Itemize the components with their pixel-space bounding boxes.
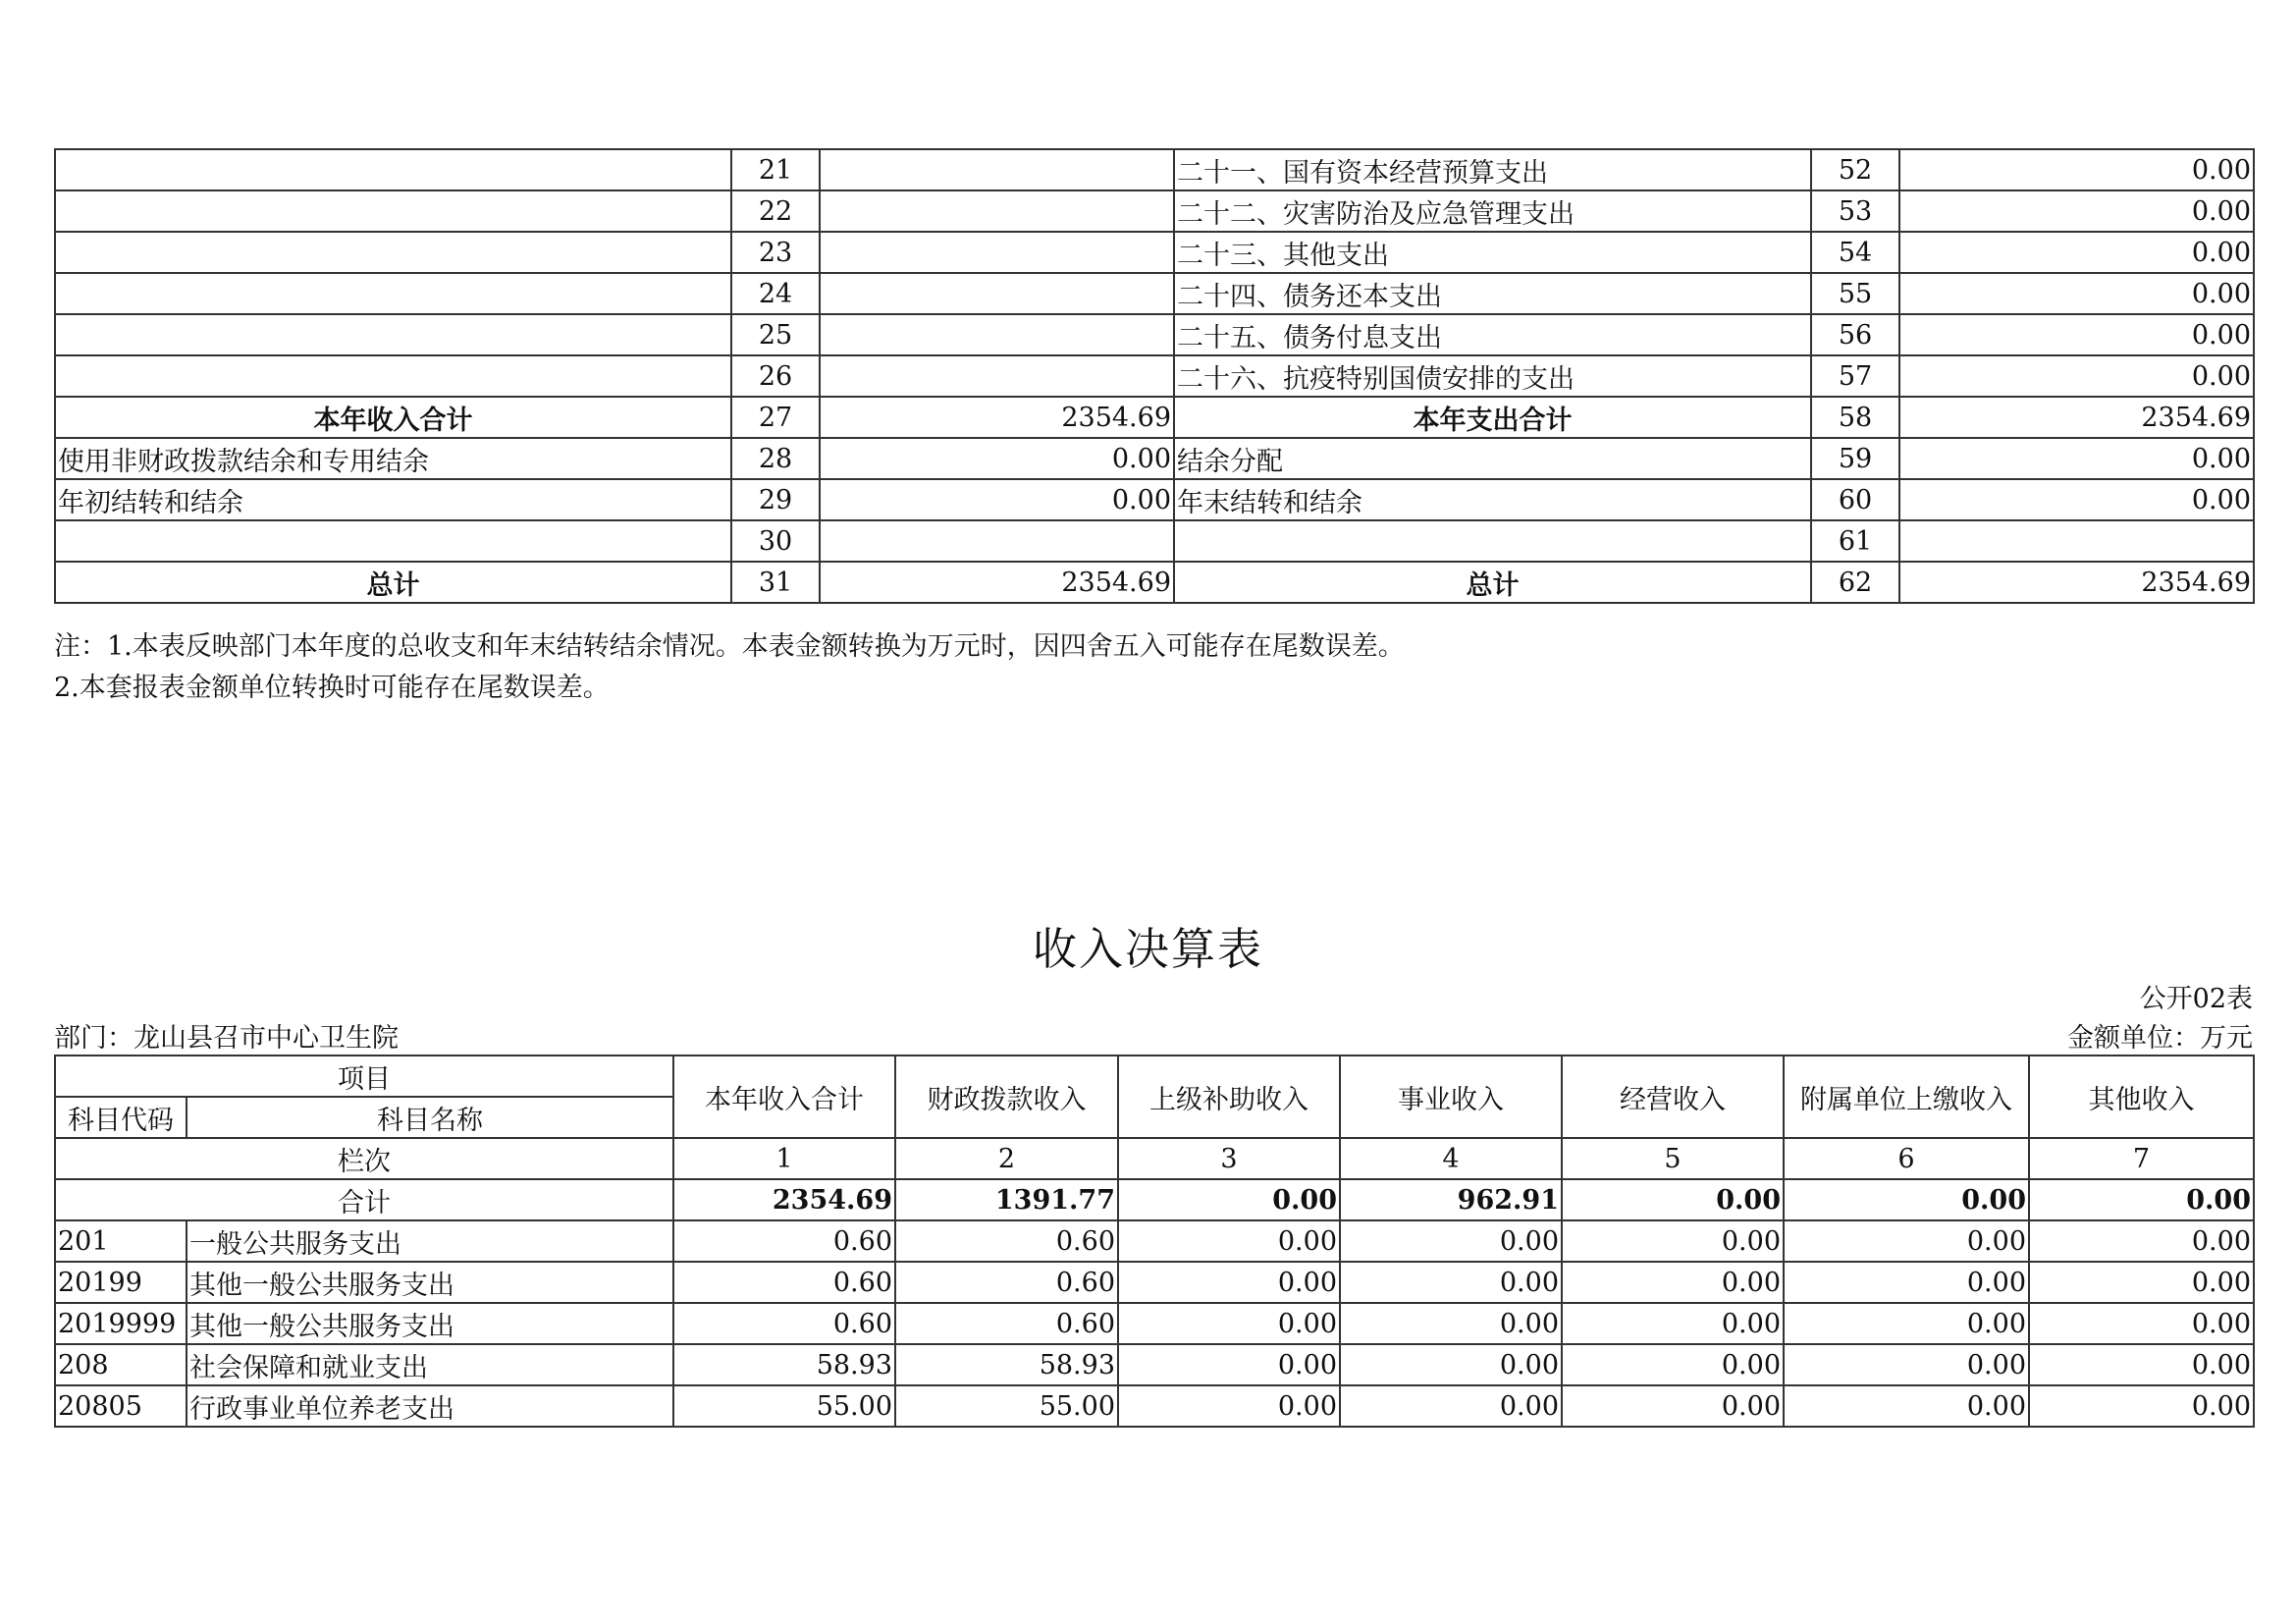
expense-amount: 0.00 (1899, 479, 2254, 520)
table-row (55, 1220, 2254, 1262)
header-name: 科目名称 (187, 1097, 673, 1138)
income-line-no: 25 (731, 314, 820, 355)
header-col-3: 上级补助收入 (1118, 1056, 1340, 1138)
amount-col-4: 0.00 (1340, 1385, 1562, 1427)
header-col-6: 附属单位上缴收入 (1784, 1056, 2029, 1138)
expense-line-no: 53 (1811, 190, 1899, 232)
total-value-6: 0.00 (1784, 1179, 2029, 1220)
amount-col-6: 0.00 (1784, 1262, 2029, 1303)
expense-amount: 0.00 (1899, 273, 2254, 314)
expense-line-no: 62 (1811, 562, 1899, 603)
amount-col-7: 0.00 (2029, 1303, 2254, 1344)
table-row (55, 479, 2254, 520)
expense-item-label: 二十五、债务付息支出 (1174, 314, 1811, 355)
header-item: 项目 (55, 1056, 673, 1097)
expense-amount: 0.00 (1899, 438, 2254, 479)
amount-col-6: 0.00 (1784, 1303, 2029, 1344)
income-amount (820, 314, 1174, 355)
subject-code: 20199 (55, 1262, 187, 1303)
amount-col-1: 0.60 (673, 1220, 895, 1262)
amount-col-3: 0.00 (1118, 1220, 1340, 1262)
expense-item-label: 总计 (1174, 562, 1811, 603)
header-col-7: 其他收入 (2029, 1056, 2254, 1138)
table-row (55, 190, 2254, 232)
expense-item-label: 二十二、灾害防治及应急管理支出 (1174, 190, 1811, 232)
expense-line-no: 52 (1811, 149, 1899, 190)
amount-col-7: 0.00 (2029, 1220, 2254, 1262)
amount-col-2: 58.93 (895, 1344, 1118, 1385)
amount-col-3: 0.00 (1118, 1303, 1340, 1344)
expense-item-label: 二十四、债务还本支出 (1174, 273, 1811, 314)
amount-col-2: 55.00 (895, 1385, 1118, 1427)
expense-item-label: 本年支出合计 (1174, 397, 1811, 438)
income-amount: 0.00 (820, 438, 1174, 479)
income-item-label (55, 232, 731, 273)
amount-col-4: 0.00 (1340, 1220, 1562, 1262)
income-line-no: 24 (731, 273, 820, 314)
amount-col-4: 0.00 (1340, 1262, 1562, 1303)
header-col-5: 经营收入 (1562, 1056, 1784, 1138)
total-value-5: 0.00 (1562, 1179, 1784, 1220)
expense-amount: 0.00 (1899, 232, 2254, 273)
income-item-label: 总计 (55, 562, 731, 603)
total-row (55, 1179, 2254, 1220)
income-item-label (55, 149, 731, 190)
expense-item-label: 年末结转和结余 (1174, 479, 1811, 520)
income-table (54, 1055, 2255, 1428)
lanci-row (55, 1138, 2254, 1179)
table-row (55, 355, 2254, 397)
table-row (55, 149, 2254, 190)
amount-unit-label: 金额单位：万元 (2067, 1023, 2253, 1054)
amount-col-5: 0.00 (1562, 1220, 1784, 1262)
income-amount (820, 149, 1174, 190)
income-table-body (55, 1056, 2254, 1427)
income-item-label (55, 314, 731, 355)
income-amount (820, 355, 1174, 397)
header-col-1: 本年收入合计 (673, 1056, 895, 1138)
expense-item-label: 二十一、国有资本经营预算支出 (1174, 149, 1811, 190)
amount-col-4: 0.00 (1340, 1344, 1562, 1385)
income-item-label (55, 190, 731, 232)
expense-item-label (1174, 520, 1811, 562)
header-col-4: 事业收入 (1340, 1056, 1562, 1138)
subject-name: 一般公共服务支出 (187, 1220, 673, 1262)
lanci-1: 1 (673, 1138, 895, 1179)
total-label: 合计 (55, 1179, 673, 1220)
income-item-label: 使用非财政拨款结余和专用结余 (55, 438, 731, 479)
income-line-no: 21 (731, 149, 820, 190)
expense-amount: 0.00 (1899, 314, 2254, 355)
table-row (55, 314, 2254, 355)
table-row (55, 1262, 2254, 1303)
income-amount (820, 273, 1174, 314)
amount-col-3: 0.00 (1118, 1262, 1340, 1303)
income-line-no: 27 (731, 397, 820, 438)
amount-col-5: 0.00 (1562, 1344, 1784, 1385)
header-code: 科目代码 (55, 1097, 187, 1138)
total-value-7: 0.00 (2029, 1179, 2254, 1220)
subject-code: 2019999 (55, 1303, 187, 1344)
expense-amount: 2354.69 (1899, 562, 2254, 603)
table-row (55, 1344, 2254, 1385)
subject-code: 201 (55, 1220, 187, 1262)
income-item-label: 年初结转和结余 (55, 479, 731, 520)
income-amount (820, 520, 1174, 562)
lanci-7: 7 (2029, 1138, 2254, 1179)
income-amount: 2354.69 (820, 397, 1174, 438)
table-row (55, 273, 2254, 314)
note-line-1: 注：1.本表反映部门本年度的总收支和年末结转结余情况。本表金额转换为万元时，因四舍五入可能存在尾数误差。 (54, 631, 1405, 662)
amount-col-6: 0.00 (1784, 1344, 2029, 1385)
amount-col-5: 0.00 (1562, 1262, 1784, 1303)
expense-line-no: 56 (1811, 314, 1899, 355)
amount-col-5: 0.00 (1562, 1303, 1784, 1344)
income-table-title: 收入决算表 (1032, 923, 1263, 975)
subject-code: 208 (55, 1344, 187, 1385)
amount-col-1: 0.60 (673, 1303, 895, 1344)
subject-name: 其他一般公共服务支出 (187, 1262, 673, 1303)
income-item-label (55, 355, 731, 397)
income-amount: 0.00 (820, 479, 1174, 520)
amount-col-6: 0.00 (1784, 1220, 2029, 1262)
header-col-2: 财政拨款收入 (895, 1056, 1118, 1138)
expense-amount: 0.00 (1899, 149, 2254, 190)
table-row (55, 520, 2254, 562)
lanci-4: 4 (1340, 1138, 1562, 1179)
subject-name: 其他一般公共服务支出 (187, 1303, 673, 1344)
income-line-no: 28 (731, 438, 820, 479)
balance-table-body (55, 149, 2254, 603)
table-notes (54, 626, 1405, 709)
expense-amount: 0.00 (1899, 190, 2254, 232)
amount-col-3: 0.00 (1118, 1344, 1340, 1385)
amount-col-2: 0.60 (895, 1220, 1118, 1262)
form-code: 公开02表 (2139, 984, 2253, 1014)
expense-amount (1899, 520, 2254, 562)
total-value-2: 1391.77 (895, 1179, 1118, 1220)
expense-line-no: 55 (1811, 273, 1899, 314)
department-label: 部门：龙山县召市中心卫生院 (54, 1023, 399, 1054)
amount-col-7: 0.00 (2029, 1385, 2254, 1427)
table-row (55, 1385, 2254, 1427)
subject-name: 行政事业单位养老支出 (187, 1385, 673, 1427)
expense-line-no: 57 (1811, 355, 1899, 397)
expense-line-no: 60 (1811, 479, 1899, 520)
total-value-4: 962.91 (1340, 1179, 1562, 1220)
subject-code: 20805 (55, 1385, 187, 1427)
lanci-6: 6 (1784, 1138, 2029, 1179)
amount-col-7: 0.00 (2029, 1262, 2254, 1303)
income-line-no: 26 (731, 355, 820, 397)
amount-col-1: 58.93 (673, 1344, 895, 1385)
income-line-no: 23 (731, 232, 820, 273)
amount-col-2: 0.60 (895, 1303, 1118, 1344)
expense-item-label: 结余分配 (1174, 438, 1811, 479)
subject-name: 社会保障和就业支出 (187, 1344, 673, 1385)
lanci-label: 栏次 (55, 1138, 673, 1179)
total-value-3: 0.00 (1118, 1179, 1340, 1220)
expense-line-no: 58 (1811, 397, 1899, 438)
lanci-3: 3 (1118, 1138, 1340, 1179)
income-item-label (55, 520, 731, 562)
table-row (55, 232, 2254, 273)
expense-line-no: 61 (1811, 520, 1899, 562)
amount-col-4: 0.00 (1340, 1303, 1562, 1344)
header-row (55, 1056, 2254, 1097)
amount-col-5: 0.00 (1562, 1385, 1784, 1427)
table-row (55, 438, 2254, 479)
income-amount (820, 232, 1174, 273)
amount-col-1: 0.60 (673, 1262, 895, 1303)
income-amount: 2354.69 (820, 562, 1174, 603)
income-item-label (55, 273, 731, 314)
table-row (55, 1303, 2254, 1344)
income-amount (820, 190, 1174, 232)
amount-col-1: 55.00 (673, 1385, 895, 1427)
income-line-no: 29 (731, 479, 820, 520)
lanci-5: 5 (1562, 1138, 1784, 1179)
total-value-1: 2354.69 (673, 1179, 895, 1220)
income-line-no: 22 (731, 190, 820, 232)
lanci-2: 2 (895, 1138, 1118, 1179)
expense-item-label: 二十三、其他支出 (1174, 232, 1811, 273)
balance-table (54, 148, 2255, 604)
expense-line-no: 54 (1811, 232, 1899, 273)
table-row (55, 397, 2254, 438)
expense-item-label: 二十六、抗疫特别国债安排的支出 (1174, 355, 1811, 397)
income-line-no: 30 (731, 520, 820, 562)
expense-amount: 0.00 (1899, 355, 2254, 397)
amount-col-3: 0.00 (1118, 1385, 1340, 1427)
amount-col-2: 0.60 (895, 1262, 1118, 1303)
note-line-2: 2.本套报表金额单位转换时可能存在尾数误差。 (54, 673, 610, 703)
amount-col-6: 0.00 (1784, 1385, 2029, 1427)
expense-amount: 2354.69 (1899, 397, 2254, 438)
amount-col-7: 0.00 (2029, 1344, 2254, 1385)
income-item-label: 本年收入合计 (55, 397, 731, 438)
income-line-no: 31 (731, 562, 820, 603)
expense-line-no: 59 (1811, 438, 1899, 479)
table-row (55, 562, 2254, 603)
